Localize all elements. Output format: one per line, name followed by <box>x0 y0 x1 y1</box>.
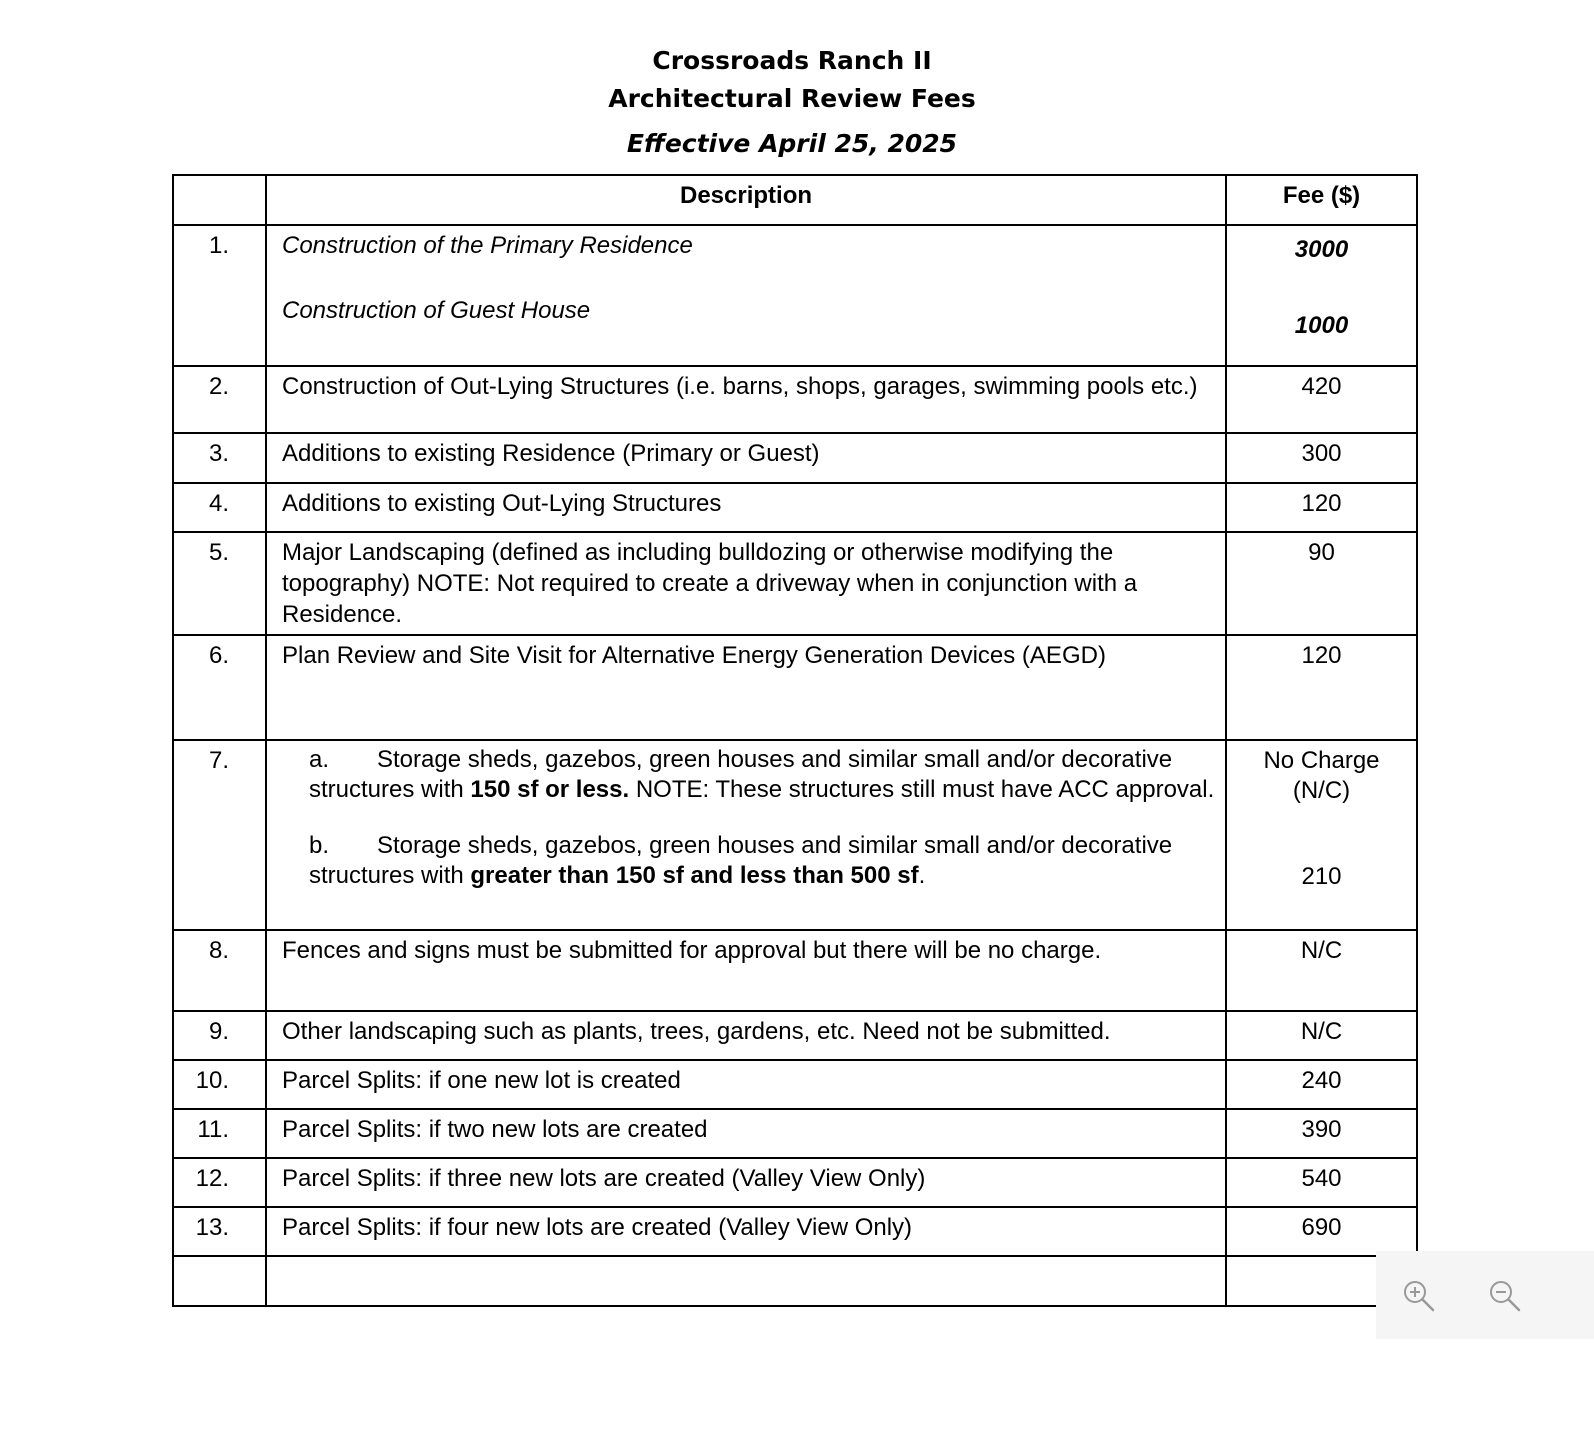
fee-7a-line2: (N/C) <box>1292 777 1351 804</box>
row-number: 4. <box>173 483 266 532</box>
fee-guest-house: 1000 <box>1294 312 1349 339</box>
row-description: Parcel Splits: if four new lots are created (Valley View Only) <box>266 1207 1226 1256</box>
subitem-bold-text: 150 sf or less. <box>470 776 630 803</box>
row-number: 12. <box>173 1158 266 1207</box>
row-number: 3. <box>173 433 266 483</box>
zoom-in-icon <box>1402 1279 1436 1313</box>
row-number: 7. <box>173 740 266 930</box>
effective-date: Effective April 25, 2025 <box>626 129 958 158</box>
row-number: 11. <box>173 1109 266 1158</box>
row-description: Plan Review and Site Visit for Alternative Energy Generation Devices (AEGD) <box>266 635 1226 740</box>
row-description: Parcel Splits: if three new lots are created (Valley View Only) <box>266 1158 1226 1207</box>
subitem-bold-text: greater than 150 sf and less than 500 sf <box>470 862 919 889</box>
subitem-letter: a. <box>309 746 330 773</box>
row-fee: 390 <box>1226 1109 1417 1158</box>
subitem-text: NOTE: These structures still must have ACC approval. <box>629 776 1215 803</box>
row-description: Major Landscaping (defined as including bulldozing or otherwise modifying the topography) NOTE: Not required to create a driveway when in conjunction with a Residence. <box>266 532 1226 635</box>
row-fee: 420 <box>1226 366 1417 433</box>
row-fee: N/C <box>1226 930 1417 1011</box>
table-row <box>173 433 1417 483</box>
row-description: Additions to existing Residence (Primary or Guest) <box>266 433 1226 483</box>
row-number: 8. <box>173 930 266 1011</box>
description-guest-house: Construction of Guest House <box>282 297 591 324</box>
row-description: Construction of Out-Lying Structures (i.e. barns, shops, garages, swimming pools etc.) <box>266 366 1226 433</box>
subitem-letter: b. <box>309 832 330 859</box>
row-description: Other landscaping such as plants, trees, gardens, etc. Need not be submitted. <box>266 1011 1226 1060</box>
row-fee: 300 <box>1226 433 1417 483</box>
row-number: 9. <box>173 1011 266 1060</box>
document-title: Crossroads Ranch II <box>652 46 932 75</box>
zoom-out-button[interactable] <box>1488 1279 1522 1313</box>
table-row <box>173 483 1417 532</box>
zoom-in-button[interactable] <box>1402 1279 1436 1313</box>
document-subtitle: Architectural Review Fees <box>608 84 976 113</box>
row-description <box>266 740 1226 930</box>
fee-primary-residence: 3000 <box>1294 236 1349 263</box>
row-description: Parcel Splits: if one new lot is created <box>266 1060 1226 1109</box>
table-row <box>173 1011 1417 1060</box>
row-fee: 120 <box>1226 635 1417 740</box>
row-fee: 540 <box>1226 1158 1417 1207</box>
table-row <box>173 930 1417 1011</box>
row-fee <box>1226 740 1417 930</box>
header-description: Description <box>266 175 1226 225</box>
table-row <box>173 1207 1417 1256</box>
header-fee: Fee ($) <box>1226 175 1417 225</box>
fee-7a-line1: No Charge <box>1263 747 1380 774</box>
row-fee: 690 <box>1226 1207 1417 1256</box>
description-primary-residence: Construction of the Primary Residence <box>282 232 693 259</box>
row-number: 6. <box>173 635 266 740</box>
row-number: 5. <box>173 532 266 635</box>
table-row <box>173 1109 1417 1158</box>
header-number-cell <box>173 175 266 225</box>
row-number: 2. <box>173 366 266 433</box>
empty-cell <box>266 1256 1226 1306</box>
table-row <box>173 1158 1417 1207</box>
subitem-a <box>282 745 1225 805</box>
row-number: 10. <box>173 1060 266 1109</box>
row-number: 13. <box>173 1207 266 1256</box>
table-row <box>173 532 1417 635</box>
table-row <box>173 366 1417 433</box>
table-header-row <box>173 175 1417 225</box>
row-fee: 90 <box>1226 532 1417 635</box>
row-fee: 120 <box>1226 483 1417 532</box>
zoom-controls <box>1376 1251 1594 1339</box>
row-description: Fences and signs must be submitted for approval but there will be no charge. <box>266 930 1226 1011</box>
fee-table <box>172 174 1418 1307</box>
table-row <box>173 1060 1417 1109</box>
row-fee: N/C <box>1226 1011 1417 1060</box>
row-number: 1. <box>173 225 266 366</box>
subitem-text: Storage sheds, gazebos, green houses and similar small and/or decorative structures with <box>309 832 1173 889</box>
row-fee <box>1226 225 1417 366</box>
row-description: Parcel Splits: if two new lots are created <box>266 1109 1226 1158</box>
subitem-text: Storage sheds, gazebos, green houses and similar small and/or decorative structures with <box>309 746 1173 803</box>
table-row <box>173 740 1417 930</box>
subitem-text: . <box>918 862 926 889</box>
row-fee: 240 <box>1226 1060 1417 1109</box>
row-description: Additions to existing Out-Lying Structures <box>266 483 1226 532</box>
table-row <box>173 225 1417 366</box>
subitem-b <box>282 831 1225 891</box>
empty-table-row <box>173 1256 1417 1306</box>
empty-cell <box>173 1256 266 1306</box>
table-row <box>173 635 1417 740</box>
zoom-out-icon <box>1488 1279 1522 1313</box>
fee-7b: 210 <box>1301 863 1342 890</box>
row-description <box>266 225 1226 366</box>
